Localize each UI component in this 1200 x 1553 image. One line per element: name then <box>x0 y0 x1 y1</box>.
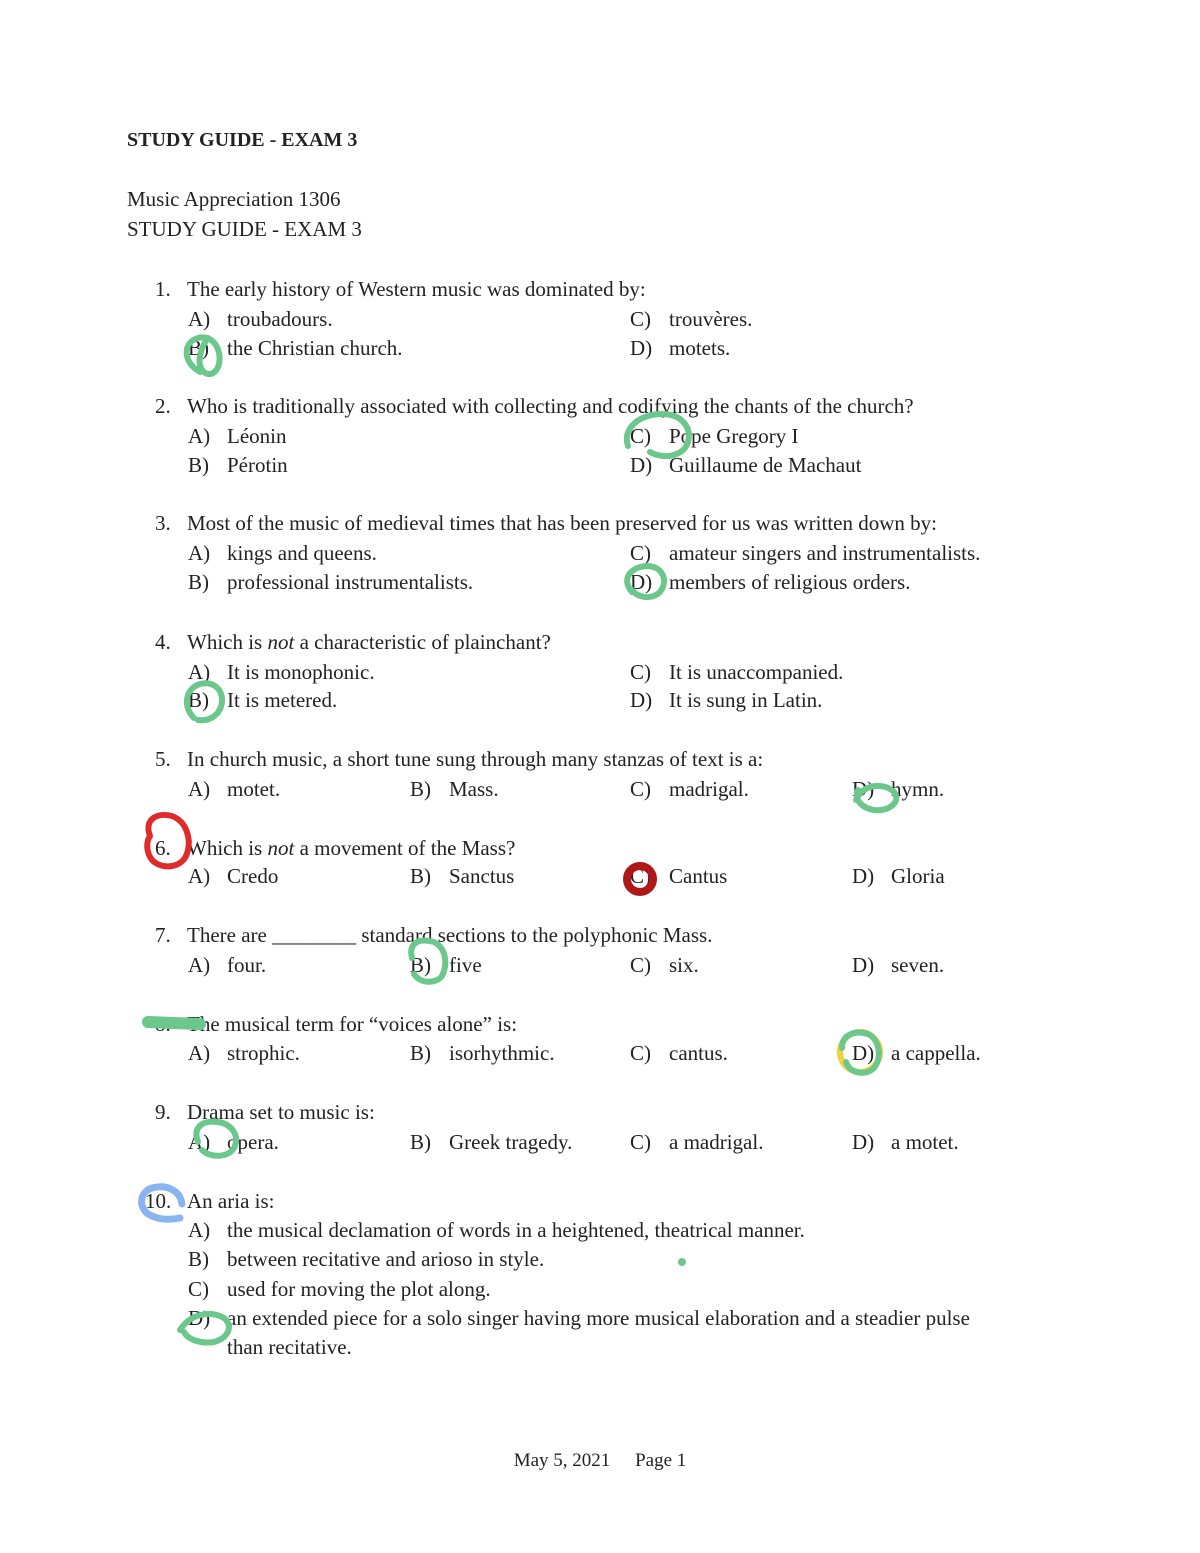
option-d: D) hymn. <box>852 777 945 801</box>
option-c: C) amateur singers and instrumentalists. <box>630 541 981 565</box>
option-b: B) Pérotin <box>188 453 288 477</box>
option-a: A) strophic. <box>188 1041 300 1065</box>
question-number: 7. <box>155 923 171 947</box>
option-c: C) cantus. <box>630 1041 728 1065</box>
footer-date: May 5, 2021 <box>513 1450 611 1471</box>
option-c: C) Cantus <box>630 864 728 888</box>
question-number: 5. <box>155 747 171 771</box>
question-number: 1. <box>155 277 171 301</box>
option-a: A) It is monophonic. <box>188 660 375 684</box>
option-b: B) five <box>410 953 482 977</box>
question-number: 4. <box>155 630 171 654</box>
question-text: Which is not a characteristic of plainchant? <box>187 630 551 654</box>
guide-subtitle: STUDY GUIDE - EXAM 3 <box>127 217 362 241</box>
footer-page-number: Page 1 <box>635 1450 687 1471</box>
question-number: 3. <box>155 511 171 535</box>
option-b: B) Sanctus <box>410 864 515 888</box>
question-text: Which is not a movement of the Mass? <box>187 836 516 860</box>
option-b: B) professional instrumentalists. <box>188 570 474 594</box>
option-a: A) Léonin <box>188 424 287 448</box>
option-c: C) Pope Gregory I <box>630 424 799 448</box>
stray-green-dot <box>680 1260 684 1264</box>
option-b: B) It is metered. <box>188 688 338 712</box>
option-c: C) trouvères. <box>630 307 753 331</box>
question-number: 10. <box>145 1189 172 1213</box>
option-b: B) Mass. <box>410 777 499 801</box>
option-d: D) a motet. <box>852 1130 959 1154</box>
option-d: D) members of religious orders. <box>630 570 911 594</box>
question-text: In church music, a short tune sung through many stanzas of text is a: <box>187 747 764 771</box>
option-d: D) It is sung in Latin. <box>630 688 823 712</box>
option-b: B) Greek tragedy. <box>410 1130 573 1154</box>
question-text: The early history of Western music was dominated by: <box>187 277 646 301</box>
question-number: 9. <box>155 1100 171 1124</box>
option-c: C) It is unaccompanied. <box>630 660 844 684</box>
question-text: Most of the music of medieval times that has been preserved for us was written down by: <box>187 511 937 535</box>
option-a: A) motet. <box>188 777 281 801</box>
option-a: A) the musical declamation of words in a heightened, theatrical manner. <box>188 1218 805 1242</box>
option-c: C) used for moving the plot along. <box>188 1277 491 1301</box>
question-number: 8. <box>155 1012 171 1036</box>
option-d-continued: than recitative. <box>227 1335 352 1359</box>
option-d: D) an extended piece for a solo singer having more musical elaboration and a steadier pulse <box>188 1306 970 1330</box>
option-c: C) a madrigal. <box>630 1130 764 1154</box>
option-c: C) six. <box>630 953 699 977</box>
option-a: A) four. <box>188 953 267 977</box>
question-text: An aria is: <box>187 1189 275 1213</box>
page-title: STUDY GUIDE - EXAM 3 <box>127 129 358 151</box>
question-text: The musical term for “voices alone” is: <box>187 1012 518 1036</box>
page-footer <box>0 1450 1200 1472</box>
option-b: B) the Christian church. <box>188 336 403 360</box>
option-d: D) seven. <box>852 953 945 977</box>
option-a: A) Credo <box>188 864 279 888</box>
question-number: 2. <box>155 394 171 418</box>
option-b: B) isorhythmic. <box>410 1041 555 1065</box>
option-a: A) troubadours. <box>188 307 333 331</box>
question-text: Drama set to music is: <box>187 1100 375 1124</box>
question-text: There are ________ standard sections to the polyphonic Mass. <box>187 923 713 947</box>
option-d: D) a cappella. <box>852 1041 981 1065</box>
question-text: Who is traditionally associated with collecting and codifying the chants of the church? <box>187 394 914 418</box>
option-a: A) kings and queens. <box>188 541 377 565</box>
course-name: Music Appreciation 1306 <box>127 187 341 211</box>
option-d: D) Gloria <box>852 864 945 888</box>
option-d: D) Guillaume de Machaut <box>630 453 862 477</box>
question-number: 6. <box>155 836 171 860</box>
option-a: A) opera. <box>188 1130 279 1154</box>
option-d: D) motets. <box>630 336 731 360</box>
option-c: C) madrigal. <box>630 777 749 801</box>
option-b: B) between recitative and arioso in style. <box>188 1247 545 1271</box>
